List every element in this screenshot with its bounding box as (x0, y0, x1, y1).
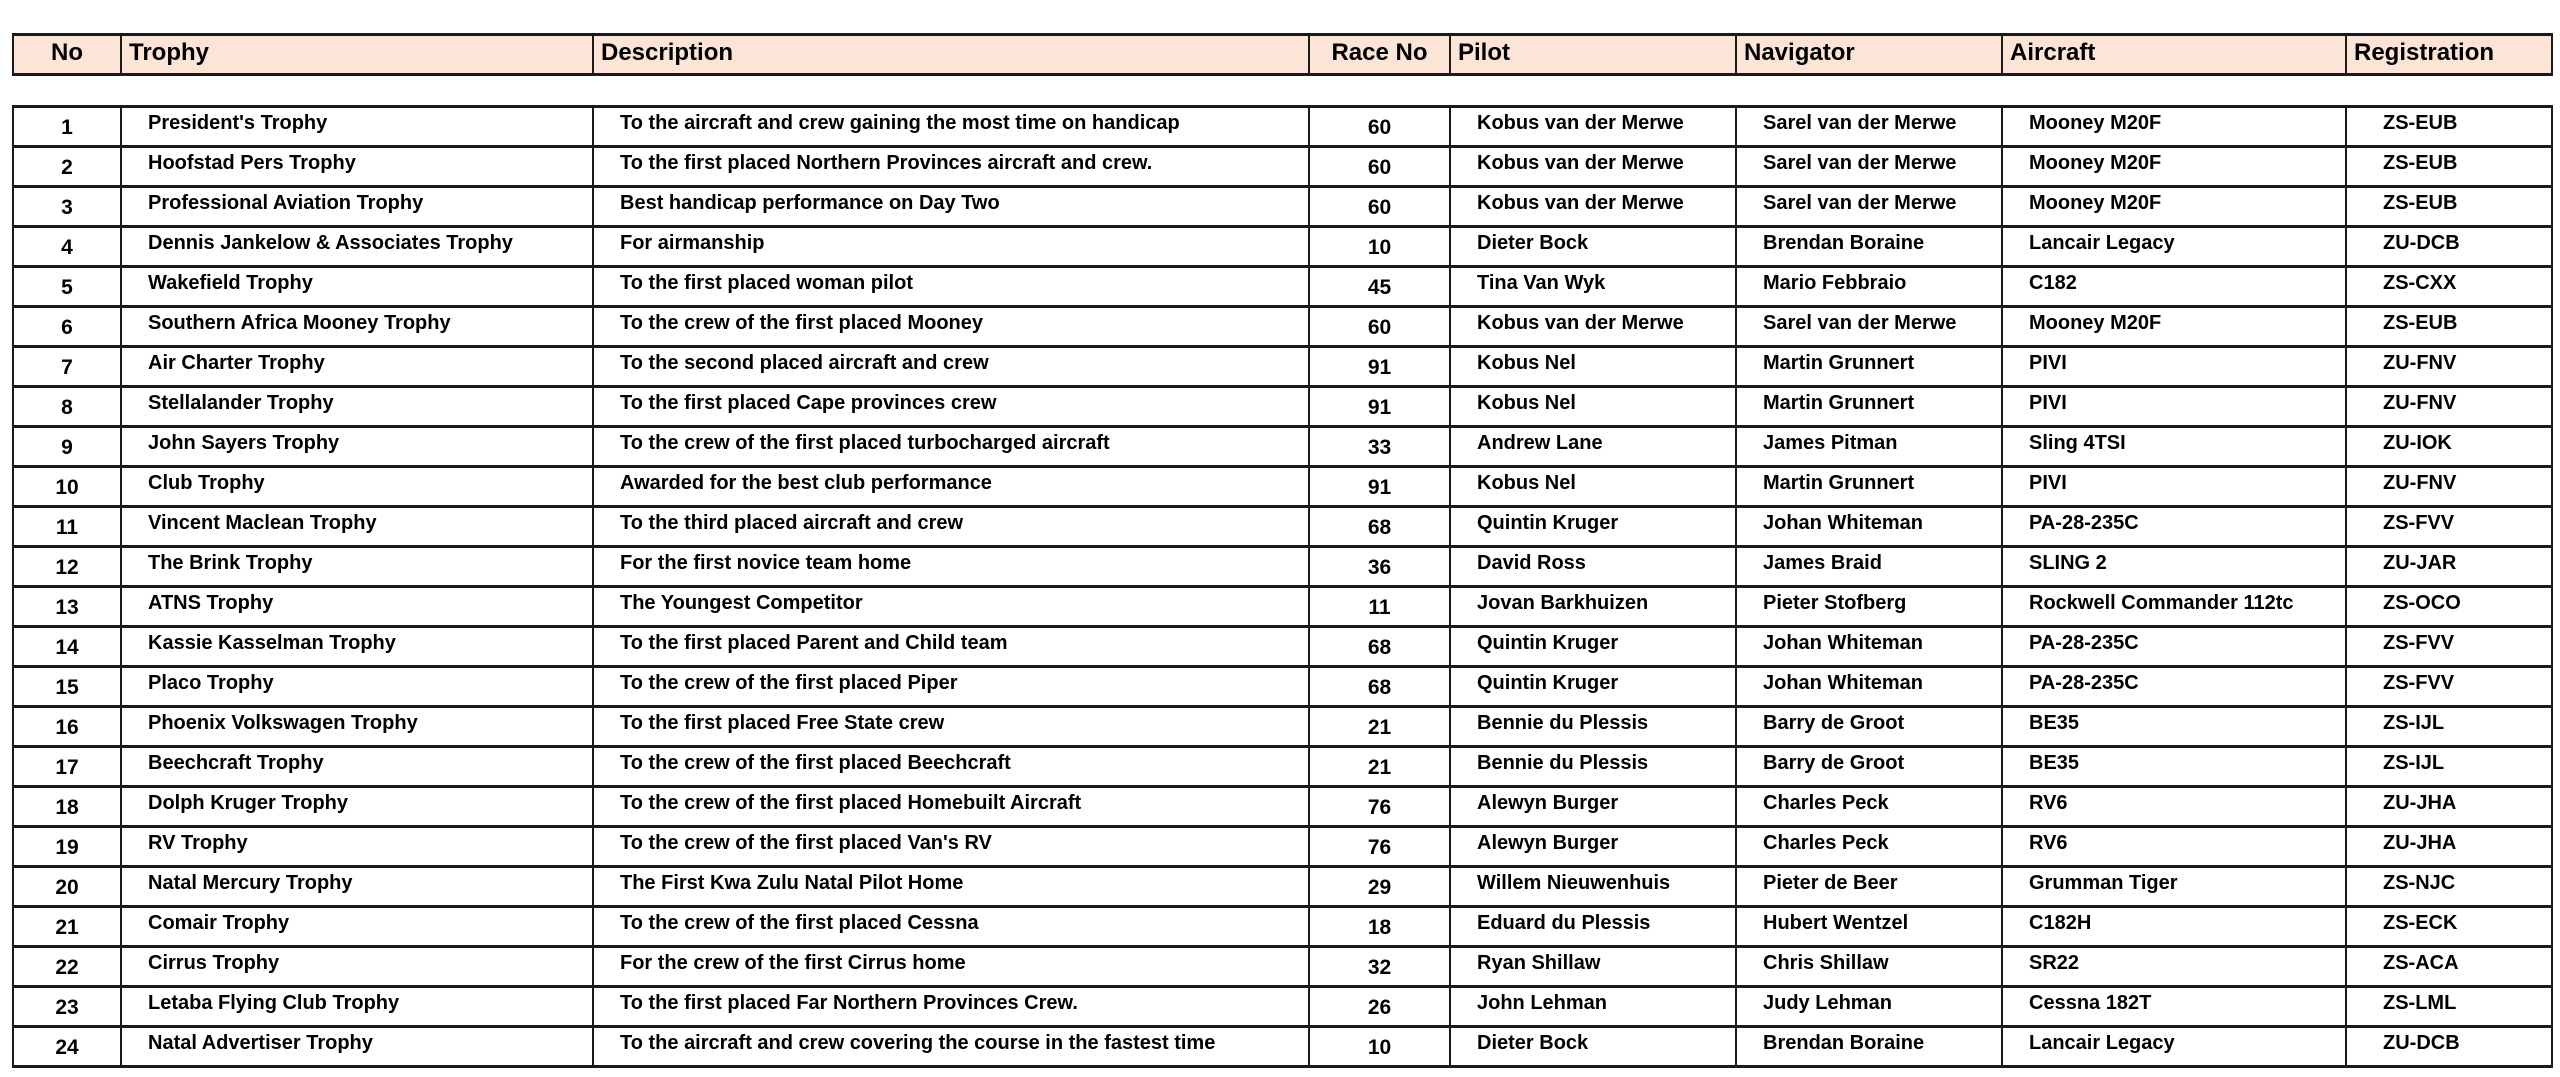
column-header-pilot: Pilot (1450, 35, 1736, 75)
cell-description: To the crew of the first placed Beechcraft (593, 747, 1309, 787)
cell-navigator: Johan Whiteman (1736, 667, 2002, 707)
cell-no: 13 (13, 587, 121, 627)
table-row (13, 507, 2552, 547)
cell-description: Awarded for the best club performance (593, 467, 1309, 507)
cell-registration: ZS-EUB (2346, 147, 2552, 187)
cell-trophy: Beechcraft Trophy (121, 747, 593, 787)
cell-race-no: 21 (1309, 707, 1450, 747)
cell-navigator: Johan Whiteman (1736, 507, 2002, 547)
cell-navigator: Chris Shillaw (1736, 947, 2002, 987)
cell-navigator: Barry de Groot (1736, 707, 2002, 747)
cell-race-no: 76 (1309, 827, 1450, 867)
cell-registration: ZS-IJL (2346, 747, 2552, 787)
table-row (13, 907, 2552, 947)
cell-pilot: Kobus van der Merwe (1450, 307, 1736, 347)
cell-aircraft: C182 (2002, 267, 2346, 307)
cell-trophy: Comair Trophy (121, 907, 593, 947)
table-row (13, 187, 2552, 227)
cell-registration: ZS-ACA (2346, 947, 2552, 987)
cell-aircraft: Mooney M20F (2002, 107, 2346, 147)
cell-description: To the first placed Free State crew (593, 707, 1309, 747)
cell-trophy: Letaba Flying Club Trophy (121, 987, 593, 1027)
cell-description: To the crew of the first placed Piper (593, 667, 1309, 707)
cell-race-no: 68 (1309, 667, 1450, 707)
table-row (13, 827, 2552, 867)
cell-race-no: 21 (1309, 747, 1450, 787)
cell-no: 11 (13, 507, 121, 547)
cell-description: To the first placed Far Northern Provinces Crew. (593, 987, 1309, 1027)
cell-pilot: Bennie du Plessis (1450, 707, 1736, 747)
cell-no: 16 (13, 707, 121, 747)
cell-pilot: Andrew Lane (1450, 427, 1736, 467)
cell-aircraft: PA-28-235C (2002, 507, 2346, 547)
cell-race-no: 45 (1309, 267, 1450, 307)
cell-race-no: 10 (1309, 1027, 1450, 1067)
table-row (13, 427, 2552, 467)
table-row (13, 987, 2552, 1027)
cell-navigator: Judy Lehman (1736, 987, 2002, 1027)
cell-trophy: Kassie Kasselman Trophy (121, 627, 593, 667)
table-row (13, 707, 2552, 747)
cell-trophy: Phoenix Volkswagen Trophy (121, 707, 593, 747)
trophy-table (12, 105, 2553, 1068)
cell-pilot: Alewyn Burger (1450, 827, 1736, 867)
cell-trophy: RV Trophy (121, 827, 593, 867)
cell-trophy: President's Trophy (121, 107, 593, 147)
cell-navigator: Martin Grunnert (1736, 467, 2002, 507)
table-row (13, 387, 2552, 427)
cell-description: To the aircraft and crew gaining the most time on handicap (593, 107, 1309, 147)
cell-navigator: Charles Peck (1736, 827, 2002, 867)
cell-race-no: 10 (1309, 227, 1450, 267)
cell-description: For the first novice team home (593, 547, 1309, 587)
cell-aircraft: Lancair Legacy (2002, 227, 2346, 267)
cell-trophy: Vincent Maclean Trophy (121, 507, 593, 547)
cell-navigator: Charles Peck (1736, 787, 2002, 827)
cell-description: To the crew of the first placed turbocharged aircraft (593, 427, 1309, 467)
cell-no: 22 (13, 947, 121, 987)
cell-race-no: 60 (1309, 147, 1450, 187)
cell-description: To the crew of the first placed Cessna (593, 907, 1309, 947)
cell-pilot: Tina Van Wyk (1450, 267, 1736, 307)
table-row (13, 267, 2552, 307)
cell-pilot: Kobus van der Merwe (1450, 107, 1736, 147)
cell-description: The First Kwa Zulu Natal Pilot Home (593, 867, 1309, 907)
cell-registration: ZU-DCB (2346, 227, 2552, 267)
cell-aircraft: Grumman Tiger (2002, 867, 2346, 907)
cell-trophy: ATNS Trophy (121, 587, 593, 627)
table-row (13, 1027, 2552, 1067)
cell-navigator: Sarel van der Merwe (1736, 307, 2002, 347)
table-row (13, 107, 2552, 147)
cell-navigator: James Pitman (1736, 427, 2002, 467)
table-row (13, 867, 2552, 907)
cell-navigator: Barry de Groot (1736, 747, 2002, 787)
table-row (13, 307, 2552, 347)
cell-trophy: Stellalander Trophy (121, 387, 593, 427)
cell-no: 6 (13, 307, 121, 347)
cell-registration: ZS-FVV (2346, 507, 2552, 547)
cell-race-no: 26 (1309, 987, 1450, 1027)
cell-aircraft: BE35 (2002, 707, 2346, 747)
cell-description: To the third placed aircraft and crew (593, 507, 1309, 547)
cell-race-no: 29 (1309, 867, 1450, 907)
cell-no: 21 (13, 907, 121, 947)
cell-description: To the crew of the first placed Van's RV (593, 827, 1309, 867)
cell-pilot: Kobus van der Merwe (1450, 147, 1736, 187)
cell-navigator: Hubert Wentzel (1736, 907, 2002, 947)
cell-trophy: Placo Trophy (121, 667, 593, 707)
cell-aircraft: SR22 (2002, 947, 2346, 987)
cell-no: 1 (13, 107, 121, 147)
cell-no: 10 (13, 467, 121, 507)
cell-aircraft: RV6 (2002, 827, 2346, 867)
cell-trophy: Hoofstad Pers Trophy (121, 147, 593, 187)
cell-no: 9 (13, 427, 121, 467)
cell-race-no: 68 (1309, 507, 1450, 547)
cell-aircraft: Mooney M20F (2002, 147, 2346, 187)
cell-registration: ZU-FNV (2346, 387, 2552, 427)
cell-trophy: Air Charter Trophy (121, 347, 593, 387)
cell-pilot: Ryan Shillaw (1450, 947, 1736, 987)
cell-navigator: Brendan Boraine (1736, 1027, 2002, 1067)
cell-trophy: The Brink Trophy (121, 547, 593, 587)
cell-no: 14 (13, 627, 121, 667)
cell-navigator: Pieter de Beer (1736, 867, 2002, 907)
cell-description: To the first placed woman pilot (593, 267, 1309, 307)
cell-race-no: 60 (1309, 187, 1450, 227)
table-row (13, 627, 2552, 667)
cell-trophy: Cirrus Trophy (121, 947, 593, 987)
cell-navigator: Martin Grunnert (1736, 347, 2002, 387)
cell-navigator: Brendan Boraine (1736, 227, 2002, 267)
table-row (13, 347, 2552, 387)
cell-description: For airmanship (593, 227, 1309, 267)
cell-description: Best handicap performance on Day Two (593, 187, 1309, 227)
cell-pilot: Bennie du Plessis (1450, 747, 1736, 787)
cell-race-no: 32 (1309, 947, 1450, 987)
cell-pilot: Kobus van der Merwe (1450, 187, 1736, 227)
cell-no: 4 (13, 227, 121, 267)
column-header-race-no: Race No (1309, 35, 1450, 75)
cell-aircraft: RV6 (2002, 787, 2346, 827)
cell-pilot: Dieter Bock (1450, 227, 1736, 267)
table-row (13, 747, 2552, 787)
cell-description: To the aircraft and crew covering the course in the fastest time (593, 1027, 1309, 1067)
cell-registration: ZS-FVV (2346, 627, 2552, 667)
header-row (13, 35, 2552, 75)
cell-trophy: Wakefield Trophy (121, 267, 593, 307)
cell-registration: ZS-EUB (2346, 107, 2552, 147)
cell-no: 20 (13, 867, 121, 907)
cell-race-no: 36 (1309, 547, 1450, 587)
cell-pilot: Quintin Kruger (1450, 667, 1736, 707)
cell-navigator: Sarel van der Merwe (1736, 187, 2002, 227)
table-row (13, 947, 2552, 987)
cell-pilot: Quintin Kruger (1450, 627, 1736, 667)
cell-no: 3 (13, 187, 121, 227)
column-header-navigator: Navigator (1736, 35, 2002, 75)
cell-no: 24 (13, 1027, 121, 1067)
column-header-aircraft: Aircraft (2002, 35, 2346, 75)
cell-description: To the crew of the first placed Mooney (593, 307, 1309, 347)
cell-pilot: Jovan Barkhuizen (1450, 587, 1736, 627)
cell-no: 7 (13, 347, 121, 387)
cell-race-no: 91 (1309, 387, 1450, 427)
cell-aircraft: Rockwell Commander 112tc (2002, 587, 2346, 627)
cell-no: 17 (13, 747, 121, 787)
cell-pilot: Quintin Kruger (1450, 507, 1736, 547)
cell-trophy: John Sayers Trophy (121, 427, 593, 467)
cell-description: To the second placed aircraft and crew (593, 347, 1309, 387)
cell-registration: ZS-FVV (2346, 667, 2552, 707)
cell-pilot: Willem Nieuwenhuis (1450, 867, 1736, 907)
cell-trophy: Club Trophy (121, 467, 593, 507)
cell-no: 8 (13, 387, 121, 427)
cell-registration: ZU-FNV (2346, 347, 2552, 387)
cell-aircraft: PIVI (2002, 467, 2346, 507)
cell-race-no: 91 (1309, 347, 1450, 387)
cell-trophy: Professional Aviation Trophy (121, 187, 593, 227)
cell-aircraft: Mooney M20F (2002, 307, 2346, 347)
column-header-trophy: Trophy (121, 35, 593, 75)
trophy-table-body (13, 107, 2552, 1067)
cell-description: To the first placed Northern Provinces aircraft and crew. (593, 147, 1309, 187)
table-row (13, 587, 2552, 627)
cell-navigator: Mario Febbraio (1736, 267, 2002, 307)
cell-registration: ZS-CXX (2346, 267, 2552, 307)
cell-registration: ZU-FNV (2346, 467, 2552, 507)
cell-no: 12 (13, 547, 121, 587)
cell-aircraft: PA-28-235C (2002, 627, 2346, 667)
cell-pilot: Kobus Nel (1450, 467, 1736, 507)
cell-race-no: 76 (1309, 787, 1450, 827)
cell-navigator: Johan Whiteman (1736, 627, 2002, 667)
column-header-no: No (13, 35, 121, 75)
table-row (13, 787, 2552, 827)
cell-race-no: 60 (1309, 107, 1450, 147)
cell-pilot: John Lehman (1450, 987, 1736, 1027)
cell-registration: ZS-ECK (2346, 907, 2552, 947)
cell-registration: ZU-DCB (2346, 1027, 2552, 1067)
cell-aircraft: Sling 4TSI (2002, 427, 2346, 467)
cell-trophy: Natal Advertiser Trophy (121, 1027, 593, 1067)
cell-aircraft: PIVI (2002, 387, 2346, 427)
cell-no: 5 (13, 267, 121, 307)
cell-pilot: Kobus Nel (1450, 347, 1736, 387)
cell-aircraft: C182H (2002, 907, 2346, 947)
cell-race-no: 60 (1309, 307, 1450, 347)
cell-navigator: Pieter Stofberg (1736, 587, 2002, 627)
cell-pilot: Eduard du Plessis (1450, 907, 1736, 947)
cell-race-no: 11 (1309, 587, 1450, 627)
cell-description: For the crew of the first Cirrus home (593, 947, 1309, 987)
cell-aircraft: PIVI (2002, 347, 2346, 387)
cell-description: To the first placed Cape provinces crew (593, 387, 1309, 427)
cell-race-no: 18 (1309, 907, 1450, 947)
cell-no: 18 (13, 787, 121, 827)
cell-trophy: Natal Mercury Trophy (121, 867, 593, 907)
cell-registration: ZS-EUB (2346, 187, 2552, 227)
table-row (13, 547, 2552, 587)
cell-trophy: Southern Africa Mooney Trophy (121, 307, 593, 347)
cell-aircraft: SLING 2 (2002, 547, 2346, 587)
column-header-registration: Registration (2346, 35, 2552, 75)
table-row (13, 467, 2552, 507)
cell-registration: ZS-IJL (2346, 707, 2552, 747)
cell-registration: ZU-IOK (2346, 427, 2552, 467)
table-row (13, 147, 2552, 187)
cell-description: To the crew of the first placed Homebuilt Aircraft (593, 787, 1309, 827)
cell-registration: ZS-OCO (2346, 587, 2552, 627)
cell-registration: ZS-LML (2346, 987, 2552, 1027)
cell-aircraft: PA-28-235C (2002, 667, 2346, 707)
cell-navigator: Martin Grunnert (1736, 387, 2002, 427)
cell-navigator: Sarel van der Merwe (1736, 147, 2002, 187)
cell-pilot: David Ross (1450, 547, 1736, 587)
cell-navigator: James Braid (1736, 547, 2002, 587)
cell-registration: ZU-JHA (2346, 787, 2552, 827)
cell-pilot: Alewyn Burger (1450, 787, 1736, 827)
cell-registration: ZS-EUB (2346, 307, 2552, 347)
cell-aircraft: BE35 (2002, 747, 2346, 787)
table-row (13, 667, 2552, 707)
cell-race-no: 91 (1309, 467, 1450, 507)
cell-aircraft: Mooney M20F (2002, 187, 2346, 227)
trophy-table-header (12, 33, 2553, 76)
cell-pilot: Kobus Nel (1450, 387, 1736, 427)
cell-registration: ZU-JAR (2346, 547, 2552, 587)
cell-race-no: 33 (1309, 427, 1450, 467)
cell-trophy: Dolph Kruger Trophy (121, 787, 593, 827)
cell-aircraft: Cessna 182T (2002, 987, 2346, 1027)
column-header-description: Description (593, 35, 1309, 75)
cell-pilot: Dieter Bock (1450, 1027, 1736, 1067)
cell-no: 23 (13, 987, 121, 1027)
cell-no: 2 (13, 147, 121, 187)
cell-navigator: Sarel van der Merwe (1736, 107, 2002, 147)
cell-aircraft: Lancair Legacy (2002, 1027, 2346, 1067)
cell-description: The Youngest Competitor (593, 587, 1309, 627)
table-row (13, 227, 2552, 267)
cell-race-no: 68 (1309, 627, 1450, 667)
cell-description: To the first placed Parent and Child team (593, 627, 1309, 667)
cell-registration: ZS-NJC (2346, 867, 2552, 907)
cell-no: 19 (13, 827, 121, 867)
cell-trophy: Dennis Jankelow & Associates Trophy (121, 227, 593, 267)
cell-registration: ZU-JHA (2346, 827, 2552, 867)
cell-no: 15 (13, 667, 121, 707)
